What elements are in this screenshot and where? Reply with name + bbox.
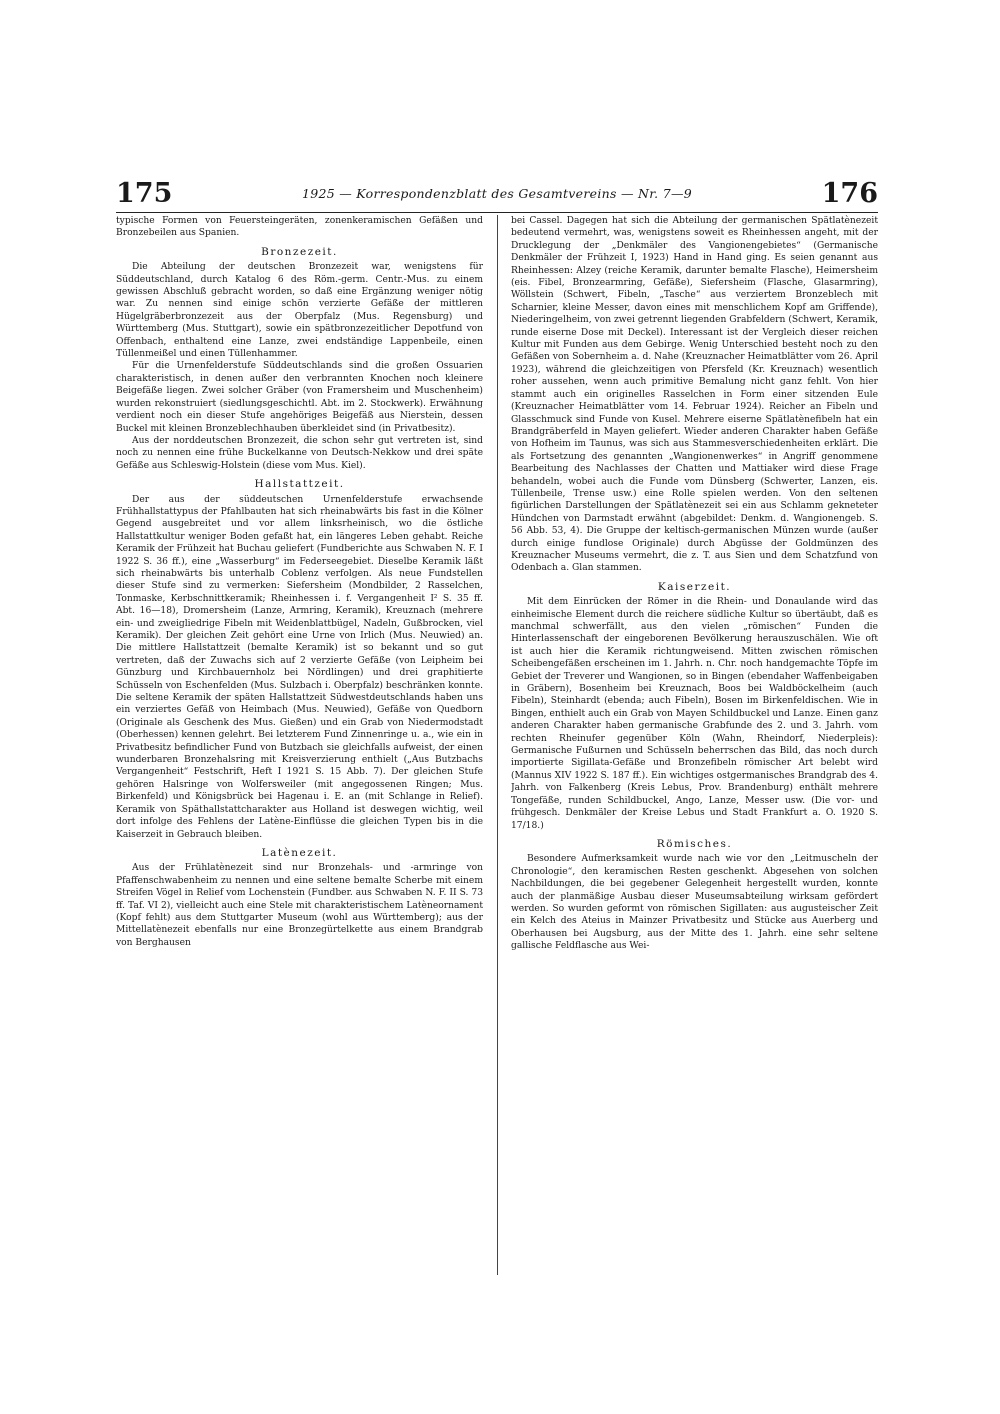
running-title: 1925 — Korrespondenzblatt des Gesamtvereins — Nr. 7—9 xyxy=(301,186,693,201)
left-column xyxy=(116,215,483,1275)
header-rule xyxy=(116,212,878,213)
paragraph-intro: typische Formen von Feuersteingeräten, zonenkeramischen Gefäßen und Bronzebeilen aus Spanien. xyxy=(116,216,483,239)
right-column xyxy=(511,215,878,1275)
paragraph: Die Abteilung der deutschen Bronzezeit war, wenigstens für Süddeutschland, durch Katalog 6 des Röm.-germ. Centr.-Mus. zu einem gewissen Abschluß gebracht worden, so daß eine Ergänzung weniger nötig war. Zu nennen sind einige schön verzierte Gefäße der mittleren Hügelgräberbronzezeit aus der Oberpfalz (Mus. Regensburg) und Württemberg (Mus. Stuttgart), sowie ein spätbronzezeitlicher Depotfund von Offenbach, enthaltend eine Lanze, zwei endständige Lappenbeile, einen Tüllenmeißel und einen Tüllenhammer. xyxy=(116,262,483,360)
section-heading-kaiserzeit: Kaiserzeit. xyxy=(657,580,732,593)
paragraph: Der aus der süddeutschen Urnenfelderstufe erwachsende Frühhallstattypus der Pfahlbauten hat sich rheinabwärts bis fast in die Kölner Gegend ausgebreitet und vor allem linksrheinisch, wo die östliche Hallstattkultur weniger Boden gefaßt hat, ein längeres Leben gehabt. Reiche Keramik der Frühzeit hat Buchau geliefert (Fundberichte aus Schwaben N. F. I 1922 S. 36 ff.), eine „Wasserburg“ im Federseegebiet. Dieselbe Keramik läßt sich rheinabwärts bis unterhalb Coblenz verfolgen. Als neue Fundstellen dieser Stufe sind zu vermerken: Siefersheim (Mondbilder, 2 Rasselchen, Tonmaske, Kerbschnittkeramik; Rheinhessen i. f. Vergangenheit I² S. 35 ff. Abt. 16—18), Dromersheim (Lanze, Armring, Keramik), Kreuznach (mehrere ein- und zweigliedrige Fibeln mit Weidenblattbügel, Nadeln, Gußbrocken, viel Keramik). Der gleichen Zeit gehört eine Urne von Irlich (Mus. Neuwied) an. Die mittlere Hallstattzeit (bemalte Keramik) ist so bekannt und so gut vertreten, daß der Zuwachs sich auf 2 verzierte Gefäße (von Leipheim bei Günzburg und Kirchbauernholz bei Nördlingen) und drei graphitierte Schüsseln von Eschenfelden (Mus. Sulzbach i. Oberpfalz) beschränken konnte. Die seltene Keramik der späten Hallstattzeit Südwestdeutschlands haben uns ein verziertes Gefäß von Heimbach (Mus. Neuwied), Gefäße von Quedborn (Originale als Geschenk des Mus. Gießen) und ein Grab von Niedermodstadt (Oberhessen) kennen gelehrt. Bei letzterem Fund Zinnenringe u. a., wie ein in Privatbesitz befindlicher Fund von Butzbach sie gleichfalls aufweist, der einen wunderbaren Bronzehalsring mit Kreisverzierung enthielt („Aus Butzbachs Vergangenheit“ Festschrift, Heft I 1921 S. 15 Abb. 7). Der gleichen Stufe gehören Halsringe von Wolfersweiler (mit angegossenen Ringen; Mus. Birkenfeld) und Königsbrück bei Hagenau i. E. an (mit Schlange in Relief). Keramik von Späthallstattcharakter aus Holland ist deswegen wichtig, weil dort infolge des Fehlens der Latène-Einflüsse die gleichen Typen bis in die Kaiserzeit in Gebrauch bleiben. xyxy=(116,494,483,840)
section-heading-latenezeit: Latènezeit. xyxy=(261,846,338,859)
paragraph: Aus der norddeutschen Bronzezeit, die schon sehr gut vertreten ist, sind noch zu nennen eine frühe Buckelkanne von Deutsch-Nekkow und drei späte Gefäße aus Schleswig-Holstein (diese vom Mus. Kiel). xyxy=(116,435,483,471)
running-header xyxy=(116,178,878,212)
page-number-right: 176 xyxy=(821,178,878,209)
paragraph: Mit dem Einrücken der Römer in die Rhein- und Donaulande wird das einheimische Element durch die reichere südliche Kultur so übertäubt, daß es manchmal schwerfällt, aus den vielen „römischen“ Funden die Hinterlassenschaft der eingeborenen Bevölkerung herauszuschälen. Wie oft ist auch hier die Keramik richtungweisend. Mitten zwischen römischen Scheibengefäßen erscheinen im 1. Jahrh. n. Chr. noch handgemachte Töpfe im Gebiet der Treverer und Wangionen, so in Bingen (ebendaher Waffenbeigaben in Gräbern), Bosenheim bei Kreuznach, Boos bei Waldböckelheim (auch Fibeln), Steinhardt (ebenda; auch Fibeln), Bosen im Birkenfeldischen. Wie in Bingen, enthielt auch ein Grab von Mayen Schildbuckel und Lanze. Einen ganz anderen Charakter haben germanische Grabfunde des 2. und 3. Jahrh. vom rechten Rheinufer gegenüber Köln (Wahn, Rheindorf, Niederpleis): Germanische Fußurnen und Schüsseln beherrschen das Bild, das noch durch importierte Sigillata-Gefäße und Bronzefibeln römischer Art belebt wird (Mannus XIV 1922 S. 187 ff.). Ein wichtiges ostgermanisches Brandgrab des 4. Jahrh. von Falkenberg (Kreis Lebus, Prov. Brandenburg) enthält mehrere Tongefäße, runden Schildbuckel, Ango, Lanze, Messer usw. (Die vor- und frühgesch. Denkmäler der Kreise Lebus und Stadt Frankfurt a. O. 1920 S. 17/18.) xyxy=(511,597,878,831)
section-heading-hallstattzeit: Hallstattzeit. xyxy=(254,478,345,491)
section-heading-bronzezeit: Bronzezeit. xyxy=(261,245,338,258)
paragraph: Aus der Frühlatènezeit sind nur Bronzehals- und -armringe von Pfaffenschwabenheim zu nennen und eine seltene bemalte Scherbe mit einem Streifen Vögel in Relief vom Lochenstein (Fundber. aus Schwaben N. F. II S. 73 ff. Taf. VI 2), vielleicht auch eine Stele mit charakteristischem Latèneornament (Kopf fehlt) aus dem Stuttgarter Museum (wohl aus Württemberg); aus der Mittellatènezeit ebenfalls nur eine Bronzegürtelkette aus einem Brandgrab von Berghausen xyxy=(116,863,483,948)
paragraph-continued: bei Cassel. Dagegen hat sich die Abteilung der germanischen Spätlatènezeit bedeutend vermehrt, was, wenigstens soweit es Rheinhessen angeht, mit der Drucklegung der „Denkmäler des Vangionengebietes“ (Germanische Denkmäler der Frühzeit I, 1923) Hand in Hand ging. Es seien genannt aus Rheinhessen: Alzey (reiche Keramik, darunter bemalte Flasche), Heimersheim (eis. Fibel, Bronzearmring, Gefäße), Siefersheim (Flasche, Glasarmring), Wöllstein (Schwert, Fibeln, „Tasche“ aus verziertem Bronzeblech mit Scharnier, kleine Messer, davon eines mit menschlichem Kopf am Griffende), Niederingelheim, von zwei getrennt liegenden Grabfeldern (Schwert, Keramik, runde eiserne Dose mit Deckel). Interessant ist der Vergleich dieser reichen Kultur mit Funden aus dem Gebirge. Wenig Unterschied besteht noch zu den Gefäßen von Sobernheim a. d. Nahe (Kreuznacher Heimatblätter vom 26. April 1923), während die gleichzeitigen von Pfersfeld (Kr. Kreuznach) wesentlich roher aussehen, wenn auch primitive Bemalung nicht ganz fehlt. Von hier stammt auch ein originelles Rasselchen in Form einer sitzenden Eule (Kreuznacher Heimatblätter vom 14. Februar 1924). Reicher an Fibeln und Glasschmuck sind Funde von Kusel. Mehrere eiserne Spätlatènefibeln hat ein Brandgräberfeld in Mayen geliefert. Wieder anderen Charakter haben Gefäße von Hofheim im Taunus, was sich aus Stammesverschiedenheiten erklärt. Die als Fortsetzung des genannten „Wangionenwerkes“ in Angriff genommene Bearbeitung des Nachlasses der Chatten und Mattiaker wird diese Frage behandeln, wobei auch die Funde vom Dünsberg (Schwerter, Lanzen, eis. Tüllenbeile, Trense usw.) eine Rolle spielen werden. Von den seltenen figürlichen Darstellungen der Spätlatènezeit sei ein aus Schlamm gekneteter Hündchen von Darmstadt erwähnt (abgebildet: Denkm. d. Wangionengeb. S. 56 Abb. 53, 4). Die Gruppe der keltisch-germanischen Münzen wurde (außer durch einige fundlose Originale) durch Abgüsse der Goldmünzen des Kreuznacher Museums vermehrt, die z. T. aus Sien und dem Schatzfund von Odenbach a. Glan stammen. xyxy=(511,216,878,574)
column-divider xyxy=(497,215,498,1275)
section-heading-roemisches: Römisches. xyxy=(656,837,733,850)
paragraph: Besondere Aufmerksamkeit wurde nach wie vor den „Leitmuscheln der Chronologie“, den keramischen Resten geschenkt. Abgesehen von solchen Nachbildungen, die bei gegebener Gelegenheit hergestellt wurden, konnte auch der planmäßige Ausbau dieser Museumsabteilung wirksam gefördert werden. So wurden geformt von römischen Sigillaten: aus augusteischer Zeit ein Kelch des Ateius in Mainzer Privatbesitz und Stücke aus Auerberg und Oberhausen bei Augsburg, aus der Mitte des 1. Jahrh. eine sehr seltene gallische Feldflasche aus Wei- xyxy=(511,854,878,952)
page-number-left: 175 xyxy=(116,178,173,209)
paragraph: Für die Urnenfelderstufe Süddeutschlands sind die großen Ossuarien charakteristisch, in denen außer den verbrannten Knochen noch kleinere Beigefäße liegen. Zwei solcher Gräber (von Framersheim und Muschenheim) wurden rekonstruiert (siedlungsgeschichtl. Abt. im 2. Stockwerk). Erwähnung verdient noch ein dieser Stufe angehöriges Beigefäß aus Nierstein, dessen Buckel mit kleinen Bronzeblechhauben überkleidet sind (in Privatbesitz). xyxy=(116,361,483,434)
